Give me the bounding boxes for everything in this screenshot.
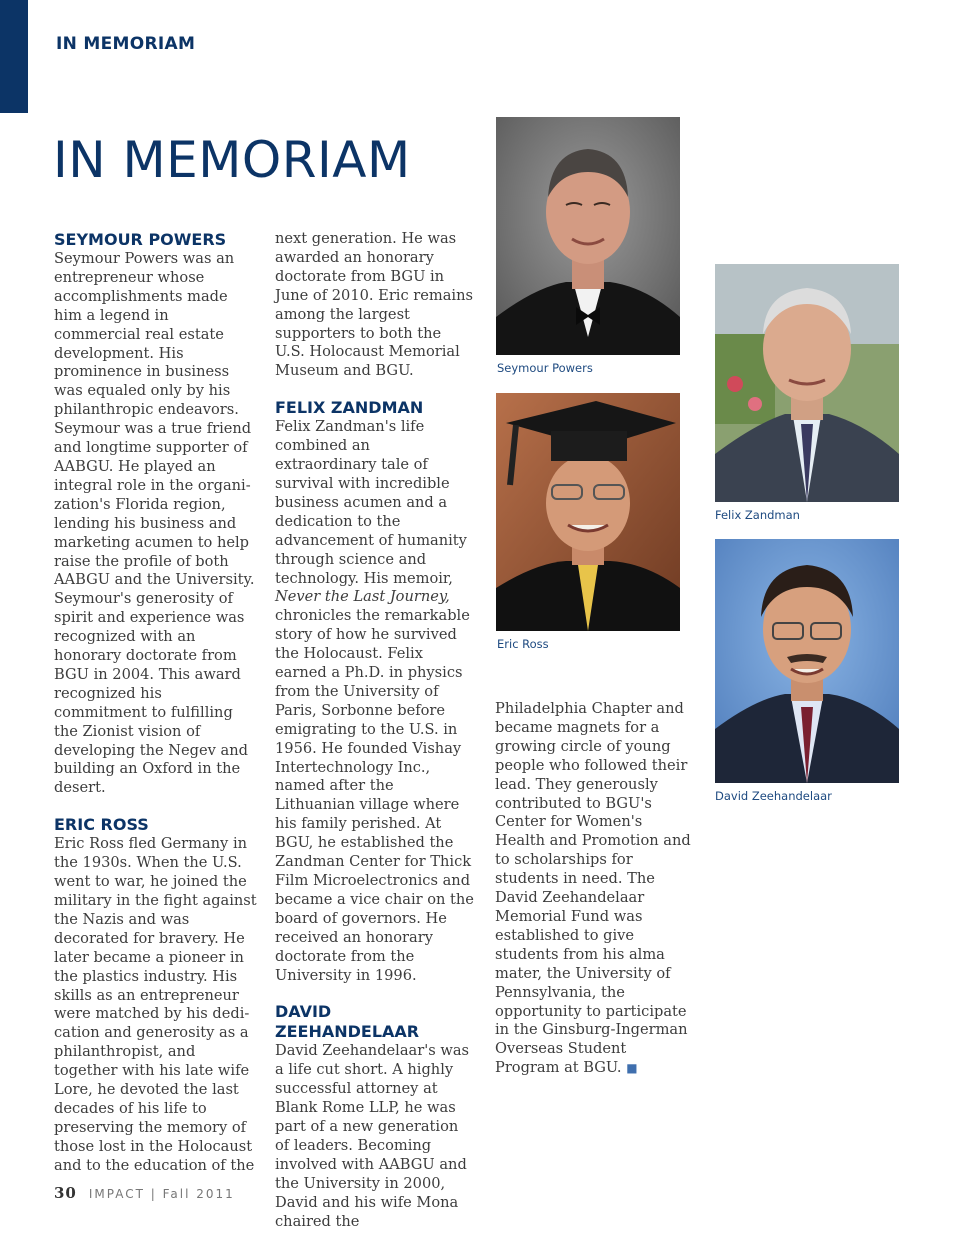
page-title: IN MEMORIAM xyxy=(53,131,411,189)
page-footer xyxy=(54,1184,235,1202)
text-column-1 xyxy=(54,230,259,1176)
section-color-bar xyxy=(0,0,28,113)
photo-seymour-powers xyxy=(496,117,680,355)
bio-felix-zandman-part2: chronicles the remarkable story of how he survived the Holocaust. Felix earned a Ph.D. in physics from the University of Paris, Sorbonne before emigrating to the U.S. in 1956. He founded Vishay Intertechnology Inc., named after the Lithuanian village where his family perished. At BGU, he established the Zandman Center for Thick Film Microelectronics and became a vice chair on the board of governors. He received an honorary doctorate from the University in 1996. xyxy=(275,607,474,984)
bio-eric-ross-part1: Eric Ross fled Germany in the 1930s. When the U.S. went to war, he joined the military in the fight against the Nazis and was decorated for bravery. He later became a pioneer in the plastics industry. His skills as an entrepreneur were matched by his dedi-cation and generosity as a philanthropist, and together with his late wife Lore, he devoted the last decades of his life to preserving the memory of those lost in the Holocaust and to the education of the xyxy=(54,835,257,1174)
heading-seymour-powers: SEYMOUR POWERS xyxy=(54,230,227,249)
running-head: IN MEMORIAM xyxy=(56,34,196,54)
caption-seymour-powers: Seymour Powers xyxy=(497,361,593,375)
bio-seymour-powers: Seymour Powers was an entrepreneur whose accomplishments made him a legend in commercial real estate development. His prominence in business was equaled only by his philanthropic endeavors. Seymour was a true friend and longtime supporter of AABGU. He played an integral role in the organi-zation's Florida region, lending his business and marketing acumen to help raise the profile of both AABGU and the University. Seymour's generosity of spirit and experience was recognized with an honorary doctorate from BGU in 2004. This award recognized his commitment to fulfilling the Zionist vision of developing the Negev and building an Oxford in the desert. xyxy=(54,250,255,797)
bio-david-zeehandelaar-part1: David Zeehandelaar's was a life cut short. A highly successful attorney at Blank Rome LLP, he was part of a new generation of leaders. Becoming involved with AABGU and the University in 2000, David and his wife Mona chaired the xyxy=(275,1042,470,1230)
end-of-article-square-icon: ■ xyxy=(626,1061,638,1076)
heading-felix-zandman: FELIX ZANDMAN xyxy=(275,398,424,418)
bio-eric-ross-part2: next generation. He was awarded an honorary doctorate from BGU in June of 2010. Eric remains among the largest supporters to both the U.S. Holocaust Memorial Museum and BGU. xyxy=(275,230,473,380)
bio-felix-zandman-part1: Felix Zandman's life combined an extraordinary tale of survival with incredible business acumen and a dedication to the advancement of humanity through science and technology. His memoir, xyxy=(275,418,467,587)
text-column-2 xyxy=(275,230,475,1232)
publication-info: IMPACT | Fall 2011 xyxy=(88,1187,235,1201)
memoir-title: Never the Last Journey, xyxy=(275,588,450,606)
caption-felix-zandman: Felix Zandman xyxy=(715,508,800,522)
bio-david-zeehandelaar-part2: Philadelphia Chapter and became magnets for a growing circle of young people who followed their lead. They generously contributed to BGU's Center for Women's Health and Promotion and to scholarships for students in need. The David Zeehandelaar Memorial Fund was established to give students from his alma mater, the University of Pennsylvania, the opportunity to participate in the Ginsburg-Ingerman Overseas Student Program at BGU. xyxy=(495,700,691,1077)
photo-eric-ross xyxy=(496,393,680,631)
page-number: 30 xyxy=(54,1184,77,1202)
text-column-3 xyxy=(495,700,695,1078)
bio-david-zeehandelaar-part2-wrap xyxy=(495,700,695,1078)
caption-eric-ross: Eric Ross xyxy=(497,637,549,651)
photo-felix-zandman xyxy=(715,264,899,502)
bio-felix-zandman xyxy=(275,418,475,985)
heading-eric-ross: ERIC ROSS xyxy=(54,815,149,835)
photo-david-zeehandelaar xyxy=(715,539,899,783)
caption-david-zeehandelaar: David Zeehandelaar xyxy=(715,789,832,803)
heading-david-zeehandelaar: DAVID ZEEHANDELAAR xyxy=(275,1002,420,1042)
